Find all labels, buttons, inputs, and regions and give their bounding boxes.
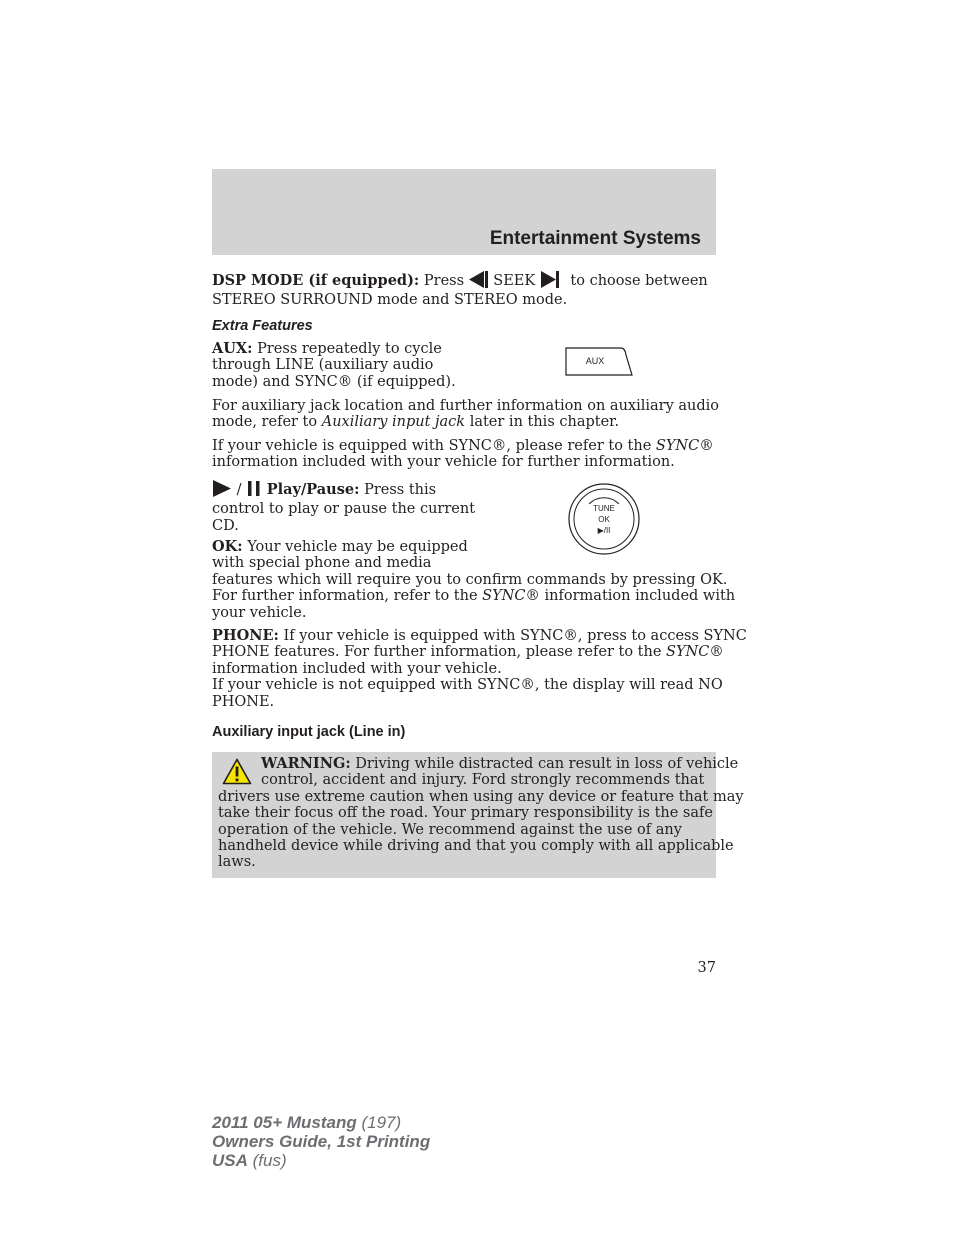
pause-icon bbox=[246, 480, 262, 497]
dsp-mode-line2: STEREO SURROUND mode and STEREO mode. bbox=[212, 292, 568, 308]
aux-paragraph: AUX: Press repeatedly to cycle through LINE (auxiliary audio mode) and SYNC® (if equipped). bbox=[212, 340, 456, 390]
knob-play-pause-label: ▶/II bbox=[597, 526, 611, 535]
seek-back-icon bbox=[469, 271, 489, 288]
sync-paragraph: If your vehicle is equipped with SYNC®, please refer to the SYNC® information included with your vehicle for further information. bbox=[212, 438, 714, 471]
ok-paragraph: OK: Your vehicle may be equipped with special phone and media features which will require you to confirm commands by pressing OK. For further information, refer to the SYNC® information included with your vehicle. bbox=[212, 538, 736, 621]
aux-button-illustration bbox=[563, 345, 635, 377]
aux-jack-paragraph: For auxiliary jack location and further information on auxiliary audio mode, refer to Auxiliary input jack later in this chapter. bbox=[212, 398, 720, 431]
extra-features-heading: Extra Features bbox=[212, 318, 313, 334]
knob-ok-label: OK bbox=[598, 515, 610, 524]
warning-label: WARNING: bbox=[261, 755, 351, 772]
aux-button-label: AUX bbox=[585, 356, 605, 366]
document-footer: 2011 05+ Mustang (197) Owners Guide, 1st Printing USA (fus) bbox=[212, 1113, 431, 1170]
play-pause-label: Play/Pause: bbox=[266, 481, 360, 498]
phone-paragraph: PHONE: If your vehicle is equipped with SYNC®, press to access SYNC PHONE features. For further information, please refer to the SYNC® information included with your vehicle. If your vehicle is not equipped with SYNC®, the display will read NO PHONE. bbox=[212, 627, 747, 710]
section-title: Entertainment Systems bbox=[489, 228, 701, 249]
ok-label: OK: bbox=[212, 538, 243, 555]
section-header-band bbox=[212, 169, 716, 255]
aux-jack-reference: Auxiliary input jack bbox=[321, 414, 466, 431]
play-icon bbox=[212, 480, 232, 497]
aux-label: AUX: bbox=[212, 340, 253, 357]
dsp-mode-label: DSP MODE (if equipped): bbox=[212, 272, 420, 289]
dsp-mode-line1: DSP MODE (if equipped): Press SEEK to choose between bbox=[212, 272, 708, 289]
warning-triangle-icon bbox=[222, 758, 252, 785]
aux-input-jack-heading: Auxiliary input jack (Line in) bbox=[212, 724, 406, 740]
knob-tune-label: TUNE bbox=[593, 504, 615, 513]
seek-forward-icon bbox=[540, 271, 560, 288]
play-pause-paragraph: / Play/Pause: Press this control to play or pause the current CD. bbox=[212, 481, 476, 534]
warning-box: WARNING: Driving while distracted can result in loss of vehicle control, accident and injury. Ford strongly recommends that drivers use extreme caution when using any device or feature that may take their focus off the road. Your primary responsibility is the safe operation of the vehicle. We recommend against the use of any handheld device while driving and that you comply with all applicable laws. bbox=[212, 752, 716, 878]
phone-label: PHONE: bbox=[212, 627, 279, 644]
warning-line1: WARNING: Driving while distracted can result in loss of vehicle bbox=[261, 755, 739, 772]
page-number: 37 bbox=[697, 960, 716, 976]
